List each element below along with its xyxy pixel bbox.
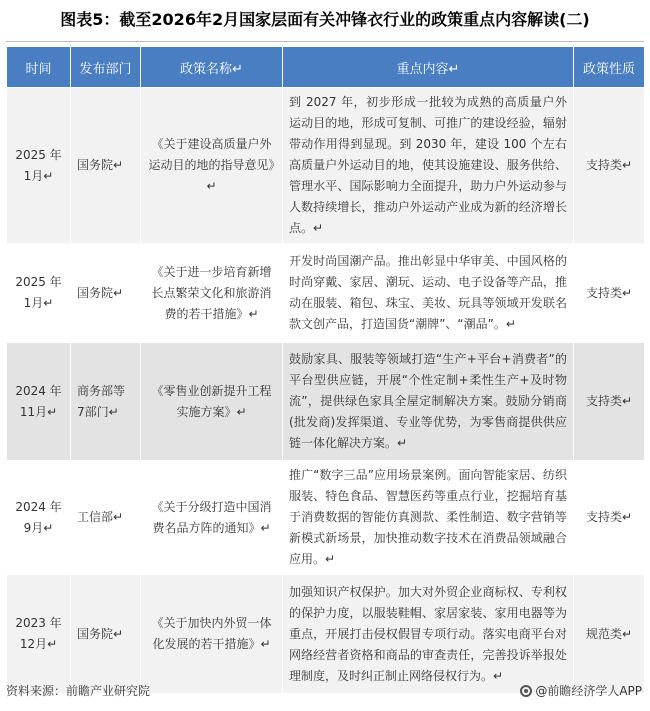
cell-key-content: 推广“数字三品”应用场景案例。面向智能家居、纺织服装、特色食品、智慧医药等重点行业，挖掘培育基于消费数据的智能仿真测款、柔性制造、数字营销等新模式新场景，加快推动数字技术在消费品领域融合应用。↵ [283, 461, 574, 575]
cell-policy-nature: 支持类↵ [574, 461, 645, 575]
qianzhan-logo-icon [520, 685, 532, 697]
page-title: 图表5：截至2026年2月国家层面有关冲锋衣行业的政策重点内容解读(二) [60, 10, 590, 29]
table-row [7, 88, 645, 244]
cell-key-content: 加强知识产权保护。加大对外贸企业商标权、专利权的保护力度，以服装鞋帽、家居家装、家用电器等为重点，开展打击侵权假冒专项行动。落实电商平台对网络经营者资格和商品的审查责任，完善投诉举报处理制度，及时纠正制止网络侵权行为。↵ [283, 575, 574, 694]
cell-policy-nature: 规范类↵ [574, 575, 645, 694]
table-row [7, 343, 645, 461]
column-header-policy-name: 政策名称↵ [141, 47, 283, 88]
table-row [7, 575, 645, 694]
cell-key-content: 鼓励家具、服装等领域打造“生产+平台+消费者”的平台型供应链，开展“个性定制+柔性生产+及时物流”，提供绿色家具全屋定制解决方案。鼓励分销商(批发商)发挥渠道、专业等优势，为零售商提供供应链一体化解决方案。↵ [283, 343, 574, 461]
cell-policy-nature: 支持类↵ [574, 88, 645, 244]
table-header-row [7, 47, 645, 88]
cell-dept: 国务院↵ [71, 575, 141, 694]
cell-dept: 商务部等 7部门↵ [71, 343, 141, 461]
cell-time: 2023 年 12月↵ [7, 575, 71, 694]
cell-key-content: 到 2027 年，初步形成一批较为成熟的高质量户外运动目的地，形成可复制、可推广的建设经验，辐射带动作用得到显现。到 2030 年，建设 100 个左右高质量户外运动目的地，使其设施建设、服务供给、管理水平、国际影响力全面提升，助力户外运动参与人数持续增长，推动户外运动产业成为新的经济增长点。↵ [283, 88, 574, 244]
column-header-dept: 发布部门 [71, 47, 141, 88]
table-row [7, 244, 645, 343]
cell-time: 2025 年 1月↵ [7, 244, 71, 343]
cell-policy-name: 《关于建设高质量户外运动目的地的指导意见》↵ [141, 88, 283, 244]
cell-policy-nature: 支持类↵ [574, 343, 645, 461]
cell-policy-nature: 支持类↵ [574, 244, 645, 343]
cell-time: 2024 年 9月↵ [7, 461, 71, 575]
column-header-policy-nature: 政策性质 [574, 47, 645, 88]
cell-dept: 国务院↵ [71, 244, 141, 343]
title-divider [6, 41, 644, 42]
cell-key-content: 开发时尚国潮产品。推出彰显中华审美、中国风格的时尚穿戴、家居、潮玩、运动、电子设备等产品，推动在服装、箱包、珠宝、美妆、玩具等领域开发联名款文创产品，打造国货“潮牌”、“潮品”。↵ [283, 244, 574, 343]
cell-policy-name: 《零售业创新提升工程实施方案》↵ [141, 343, 283, 461]
table-row [7, 461, 645, 575]
column-header-key-content: 重点内容↵ [283, 47, 574, 88]
brand-credit-label: @前瞻经济学人APP [535, 684, 642, 698]
column-header-time: 时间 [7, 47, 71, 88]
cell-policy-name: 《关于加快内外贸一体化发展的若干措施》↵ [141, 575, 283, 694]
cell-time: 2025 年 1月↵ [7, 88, 71, 244]
cell-dept: 国务院↵ [71, 88, 141, 244]
cell-policy-name: 《关于进一步培育新增长点繁荣文化和旅游消费的若干措施》↵ [141, 244, 283, 343]
cell-time: 2024 年 11月↵ [7, 343, 71, 461]
cell-dept: 工信部↵ [71, 461, 141, 575]
source-note: 资料来源：前瞻产业研究院 [6, 684, 151, 698]
cell-policy-name: 《关于分级打造中国消费名品方阵的通知》↵ [141, 461, 283, 575]
brand-credit [520, 682, 642, 699]
policy-table [6, 46, 645, 694]
